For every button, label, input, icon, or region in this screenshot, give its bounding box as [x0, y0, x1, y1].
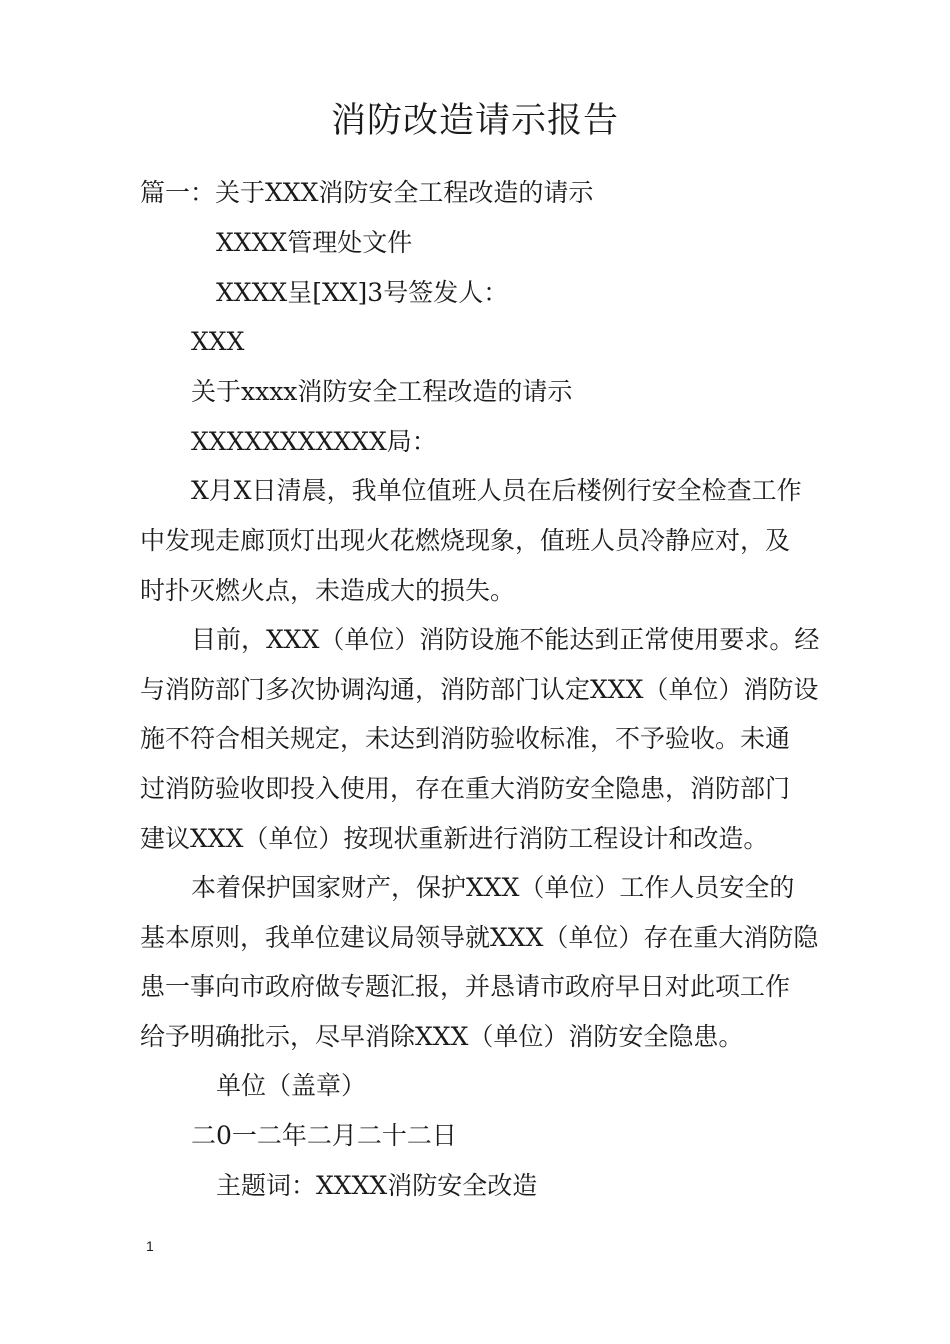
- body-text-line: 施不符合相关规定，未达到消防验收标准，不予验收。未通: [140, 724, 791, 753]
- body-text-line: 目前，XXX（单位）消防设施不能达到正常使用要求。经: [191, 625, 820, 654]
- body-text-line: 与消防部门多次协调沟通，消防部门认定XXX（单位）消防设: [140, 675, 819, 704]
- body-text-line: 基本原则，我单位建议局领导就XXX（单位）存在重大消防隐: [140, 923, 819, 952]
- body-text-line: 时扑灭燃火点，未造成大的损失。: [140, 576, 516, 605]
- body-text-line: 患一事向市政府做专题汇报，并恳请市政府早日对此项工作: [140, 972, 791, 1001]
- body-text-line: 中发现走廊顶灯出现火花燃烧现象，值班人员冷静应对，及: [140, 526, 791, 555]
- date-line: 二0一二年二月二十二日: [191, 1121, 457, 1150]
- signer-line: XXX: [191, 327, 245, 356]
- seal-line: 单位（盖章）: [216, 1071, 367, 1100]
- body-text-line: 本着保护国家财产，保护XXX（单位）工作人员安全的: [191, 873, 795, 902]
- body-text-line: 给予明确批示，尽早消除XXX（单位）消防安全隐患。: [140, 1022, 744, 1051]
- recipient-line: XXXXXXXXXXX局：: [191, 427, 437, 456]
- body-text-line: X月X日清晨，我单位值班人员在后楼例行安全检查工作: [191, 476, 802, 505]
- page-number: 1: [146, 1238, 154, 1254]
- body-text-line: 建议XXX（单位）按现状重新进行消防工程设计和改造。: [140, 824, 769, 853]
- issuer-line: XXXX管理处文件: [216, 228, 413, 257]
- section-heading: 篇一：关于XXX消防安全工程改造的请示: [140, 178, 594, 207]
- document-number-line: XXXX呈[XX]3号签发人：: [216, 278, 509, 307]
- document-title: 消防改造请示报告: [330, 101, 619, 141]
- keywords-line: 主题词：XXXX消防安全改造: [216, 1171, 538, 1200]
- body-text-line: 过消防验收即投入使用，存在重大消防安全隐患，消防部门: [140, 774, 791, 803]
- subject-line: 关于xxxx消防安全工程改造的请示: [191, 377, 573, 406]
